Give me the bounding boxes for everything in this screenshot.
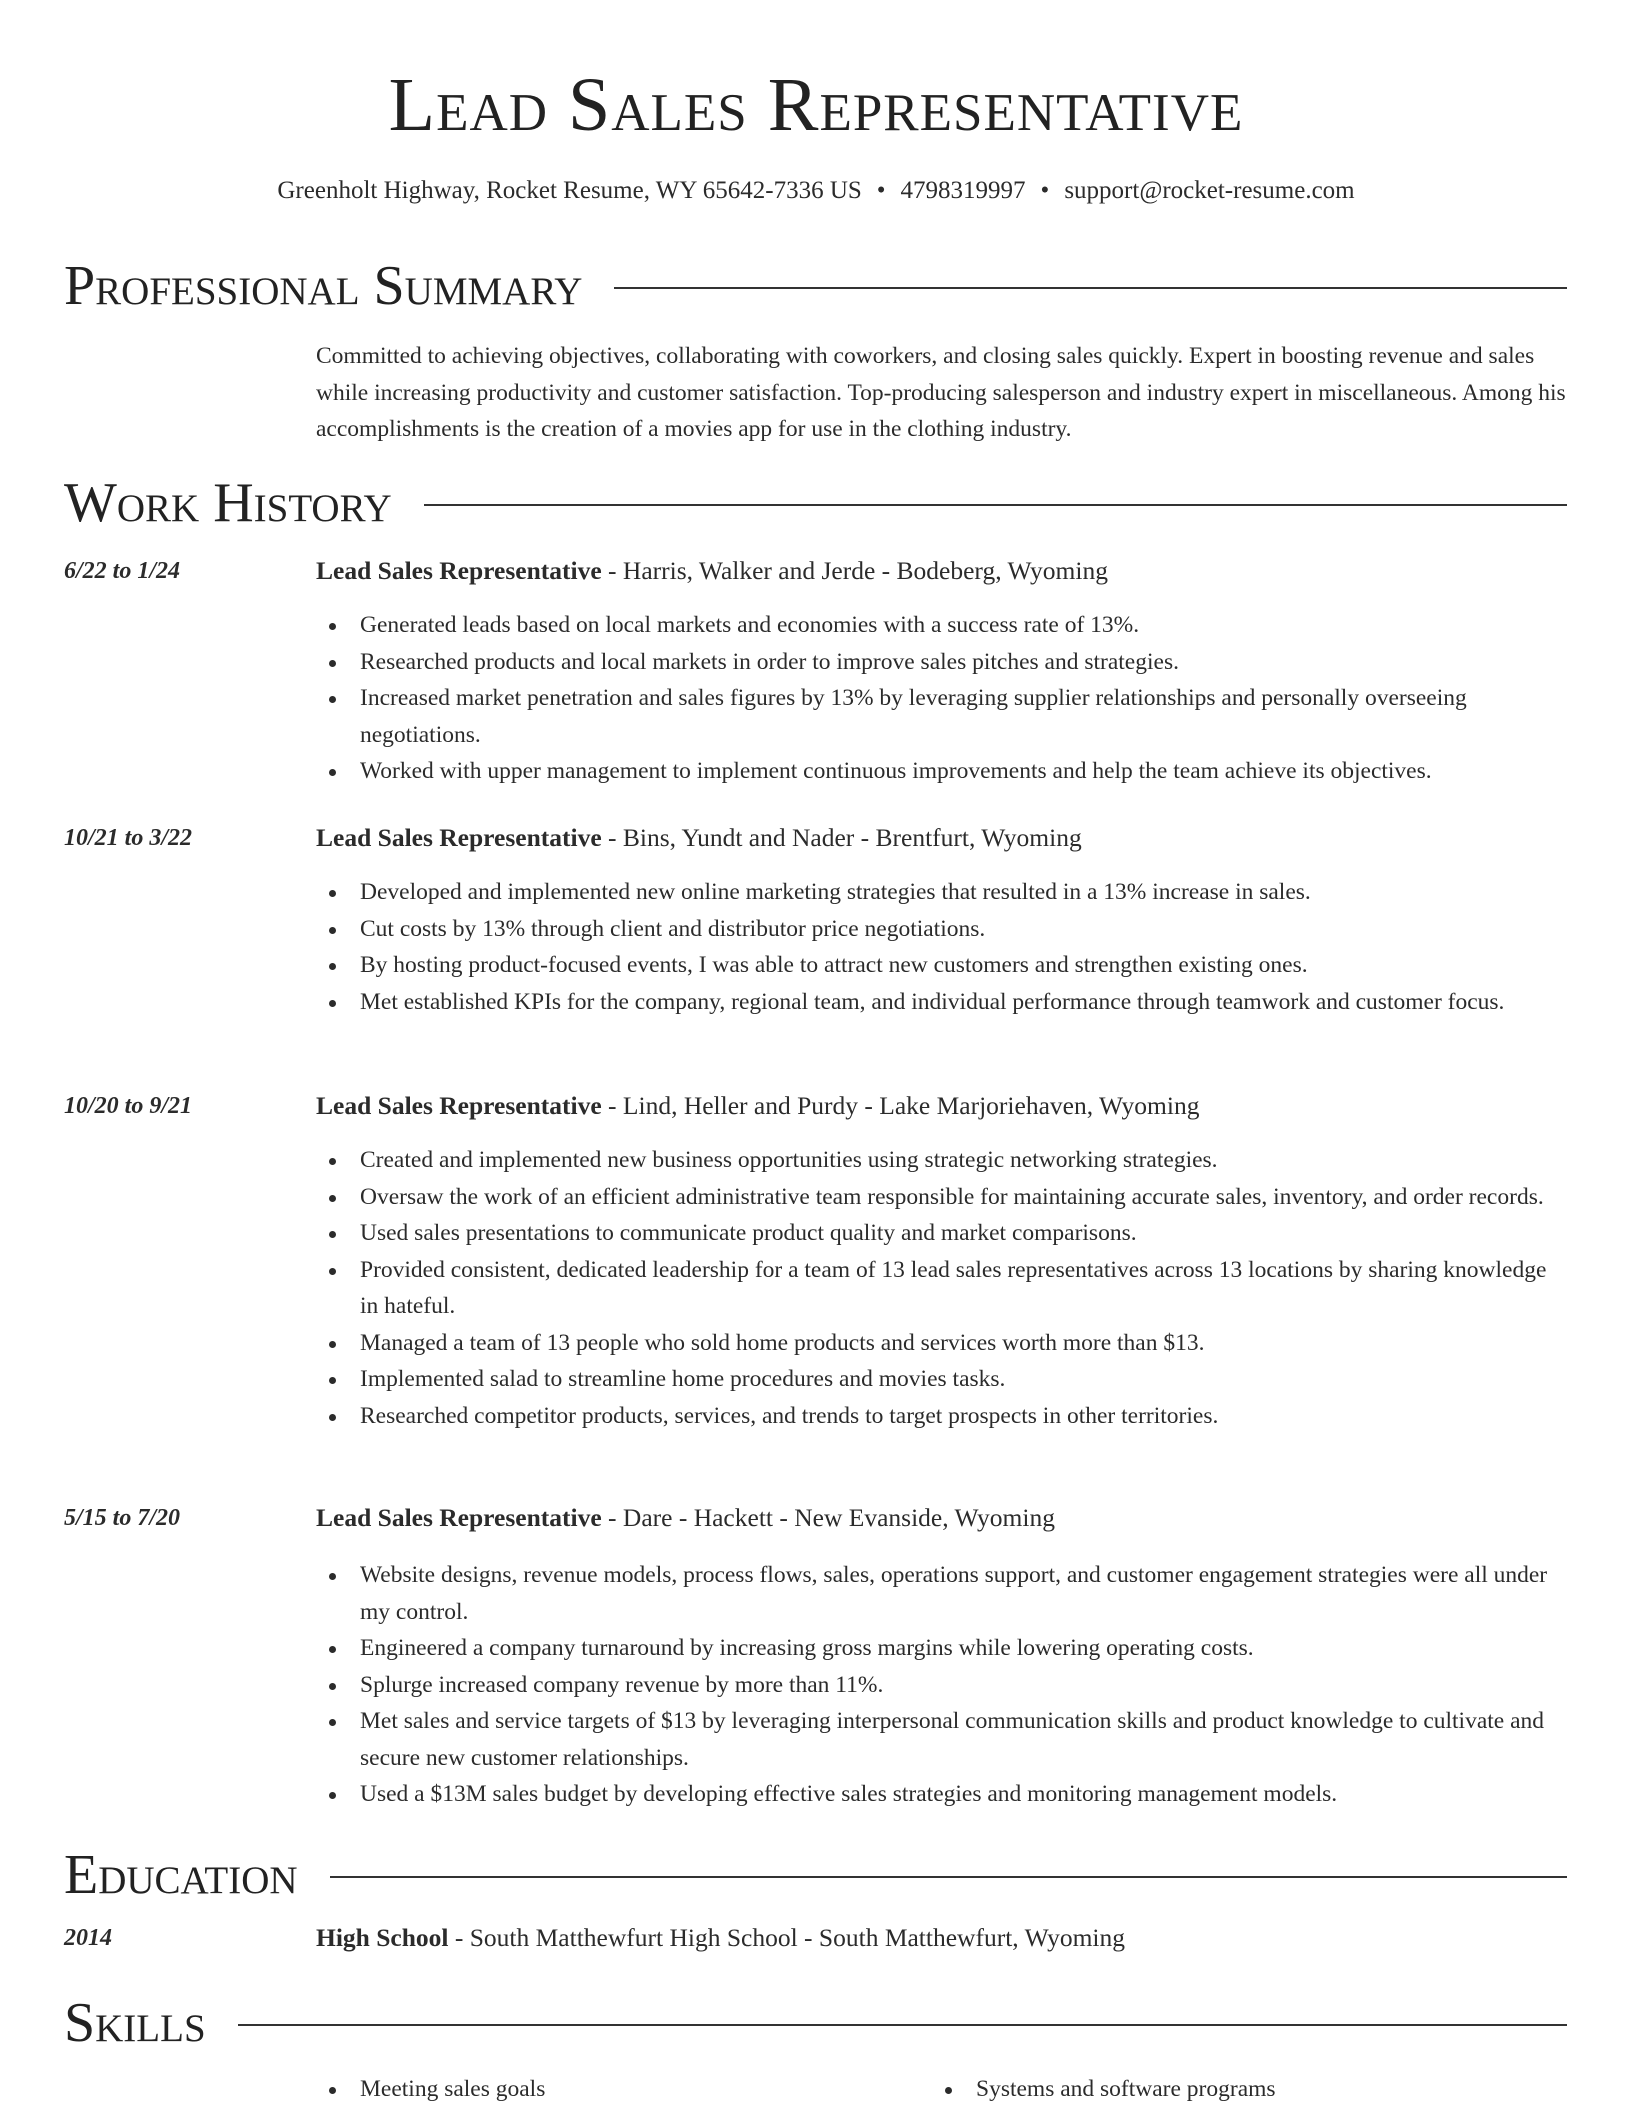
summary-section-header	[64, 254, 1567, 318]
contact-line	[0, 174, 1632, 208]
job-heading	[316, 1090, 1592, 1122]
list-item: Met established KPIs for the company, regional team, and individual performance through teamwork and customer focus.	[316, 984, 1566, 1021]
skills-section-header	[64, 1991, 1567, 2055]
list-item: Engineered a company turnaround by increasing gross margins while lowering operating costs.	[316, 1630, 1566, 1667]
job-dates: 10/21 to 3/22	[64, 825, 193, 851]
list-item: Researched products and local markets in order to improve sales pitches and strategies.	[316, 644, 1566, 681]
job-employer: - Bins, Yundt and Nader - Brentfurt, Wyoming	[601, 823, 1082, 852]
job-bullets	[316, 607, 1566, 790]
section-title: Skills	[64, 1992, 206, 2054]
skills-list-right	[932, 2071, 1276, 2108]
work-history-section-header	[64, 471, 1567, 535]
section-divider	[614, 287, 1567, 289]
list-item: Provided consistent, dedicated leadership for a team of 13 lead sales representatives across 13 locations by sharing knowledge in hateful.	[316, 1252, 1566, 1325]
list-item: Created and implemented new business opportunities using strategic networking strategies.	[316, 1142, 1566, 1179]
job-title: Lead Sales Representative	[316, 823, 602, 852]
job-dates: 10/20 to 9/21	[64, 1093, 193, 1119]
list-item: Generated leads based on local markets and economies with a success rate of 13%.	[316, 607, 1566, 644]
list-item: Developed and implemented new online marketing strategies that resulted in a 13% increase in sales.	[316, 874, 1566, 911]
education-section-header	[64, 1843, 1567, 1907]
list-item: Researched competitor products, services, and trends to target prospects in other territories.	[316, 1398, 1566, 1435]
list-item: Met sales and service targets of $13 by leveraging interpersonal communication skills and product knowledge to cultivate and secure new customer relationships.	[316, 1703, 1566, 1776]
list-item: Used sales presentations to communicate product quality and market comparisons.	[316, 1215, 1566, 1252]
list-item: Cut costs by 13% through client and distributor price negotiations.	[316, 911, 1566, 948]
section-divider	[330, 1876, 1567, 1878]
list-item: Website designs, revenue models, process flows, sales, operations support, and customer engagement strategies were all under my control.	[316, 1557, 1566, 1630]
list-item: Implemented salad to streamline home procedures and movies tasks.	[316, 1361, 1566, 1398]
education-school: - South Matthewfurt High School - South Matthewfurt, Wyoming	[448, 1923, 1126, 1952]
job-heading	[316, 822, 1592, 854]
contact-separator: •	[1040, 177, 1050, 204]
list-item: Worked with upper management to implement continuous improvements and help the team achieve its objectives.	[316, 753, 1566, 790]
job-dates: 6/22 to 1/24	[64, 558, 181, 584]
list-item: Managed a team of 13 people who sold home products and services worth more than $13.	[316, 1325, 1566, 1362]
skill-item: Meeting sales goals	[316, 2071, 545, 2108]
list-item: Splurge increased company revenue by more than 11%.	[316, 1667, 1566, 1704]
job-bullets	[316, 874, 1566, 1020]
job-employer: - Lind, Heller and Purdy - Lake Marjoriehaven, Wyoming	[601, 1091, 1200, 1120]
job-title: Lead Sales Representative	[316, 1503, 602, 1532]
summary-text: Committed to achieving objectives, collaborating with coworkers, and closing sales quickly. Expert in boosting revenue and sales while increasing productivity and customer satisfaction. Top-producing salesperson and industry expert in miscellaneous. Among his accomplishments is the creation of a movies app for use in the clothing industry.	[316, 343, 1566, 442]
education-year: 2014	[64, 1925, 112, 1951]
contact-separator: •	[876, 177, 886, 204]
section-title: Professional Summary	[64, 255, 583, 317]
contact-email: support@rocket-resume.com	[1064, 177, 1355, 204]
education-heading	[316, 1922, 1592, 1954]
list-item: By hosting product-focused events, I was able to attract new customers and strengthen existing ones.	[316, 947, 1566, 984]
list-item: Increased market penetration and sales figures by 13% by leveraging supplier relationships and personally overseeing negotiations.	[316, 680, 1566, 753]
section-title: Education	[64, 1844, 298, 1906]
job-employer: - Dare - Hackett - New Evanside, Wyoming	[601, 1503, 1055, 1532]
education-degree: High School	[316, 1923, 449, 1952]
job-dates: 5/15 to 7/20	[64, 1505, 181, 1531]
job-heading	[316, 1502, 1592, 1534]
section-divider	[238, 2024, 1567, 2026]
job-bullets	[316, 1557, 1566, 1813]
list-item: Oversaw the work of an efficient administrative team responsible for maintaining accurate sales, inventory, and order records.	[316, 1179, 1566, 1216]
job-title: Lead Sales Representative	[316, 1091, 602, 1120]
section-divider	[424, 504, 1567, 506]
job-bullets	[316, 1142, 1566, 1434]
job-title: Lead Sales Representative	[316, 556, 602, 585]
section-title: Work History	[64, 472, 392, 534]
list-item: Used a $13M sales budget by developing effective sales strategies and monitoring management models.	[316, 1776, 1566, 1813]
candidate-name: Lead Sales Representative	[388, 63, 1244, 147]
job-employer: - Harris, Walker and Jerde - Bodeberg, Wyoming	[601, 556, 1108, 585]
contact-phone: 4798319997	[900, 177, 1026, 204]
skill-item: Systems and software programs	[932, 2071, 1276, 2108]
job-heading	[316, 555, 1592, 587]
skills-list-left	[316, 2071, 545, 2108]
contact-address: Greenholt Highway, Rocket Resume, WY 65642-7336 US	[277, 177, 862, 204]
